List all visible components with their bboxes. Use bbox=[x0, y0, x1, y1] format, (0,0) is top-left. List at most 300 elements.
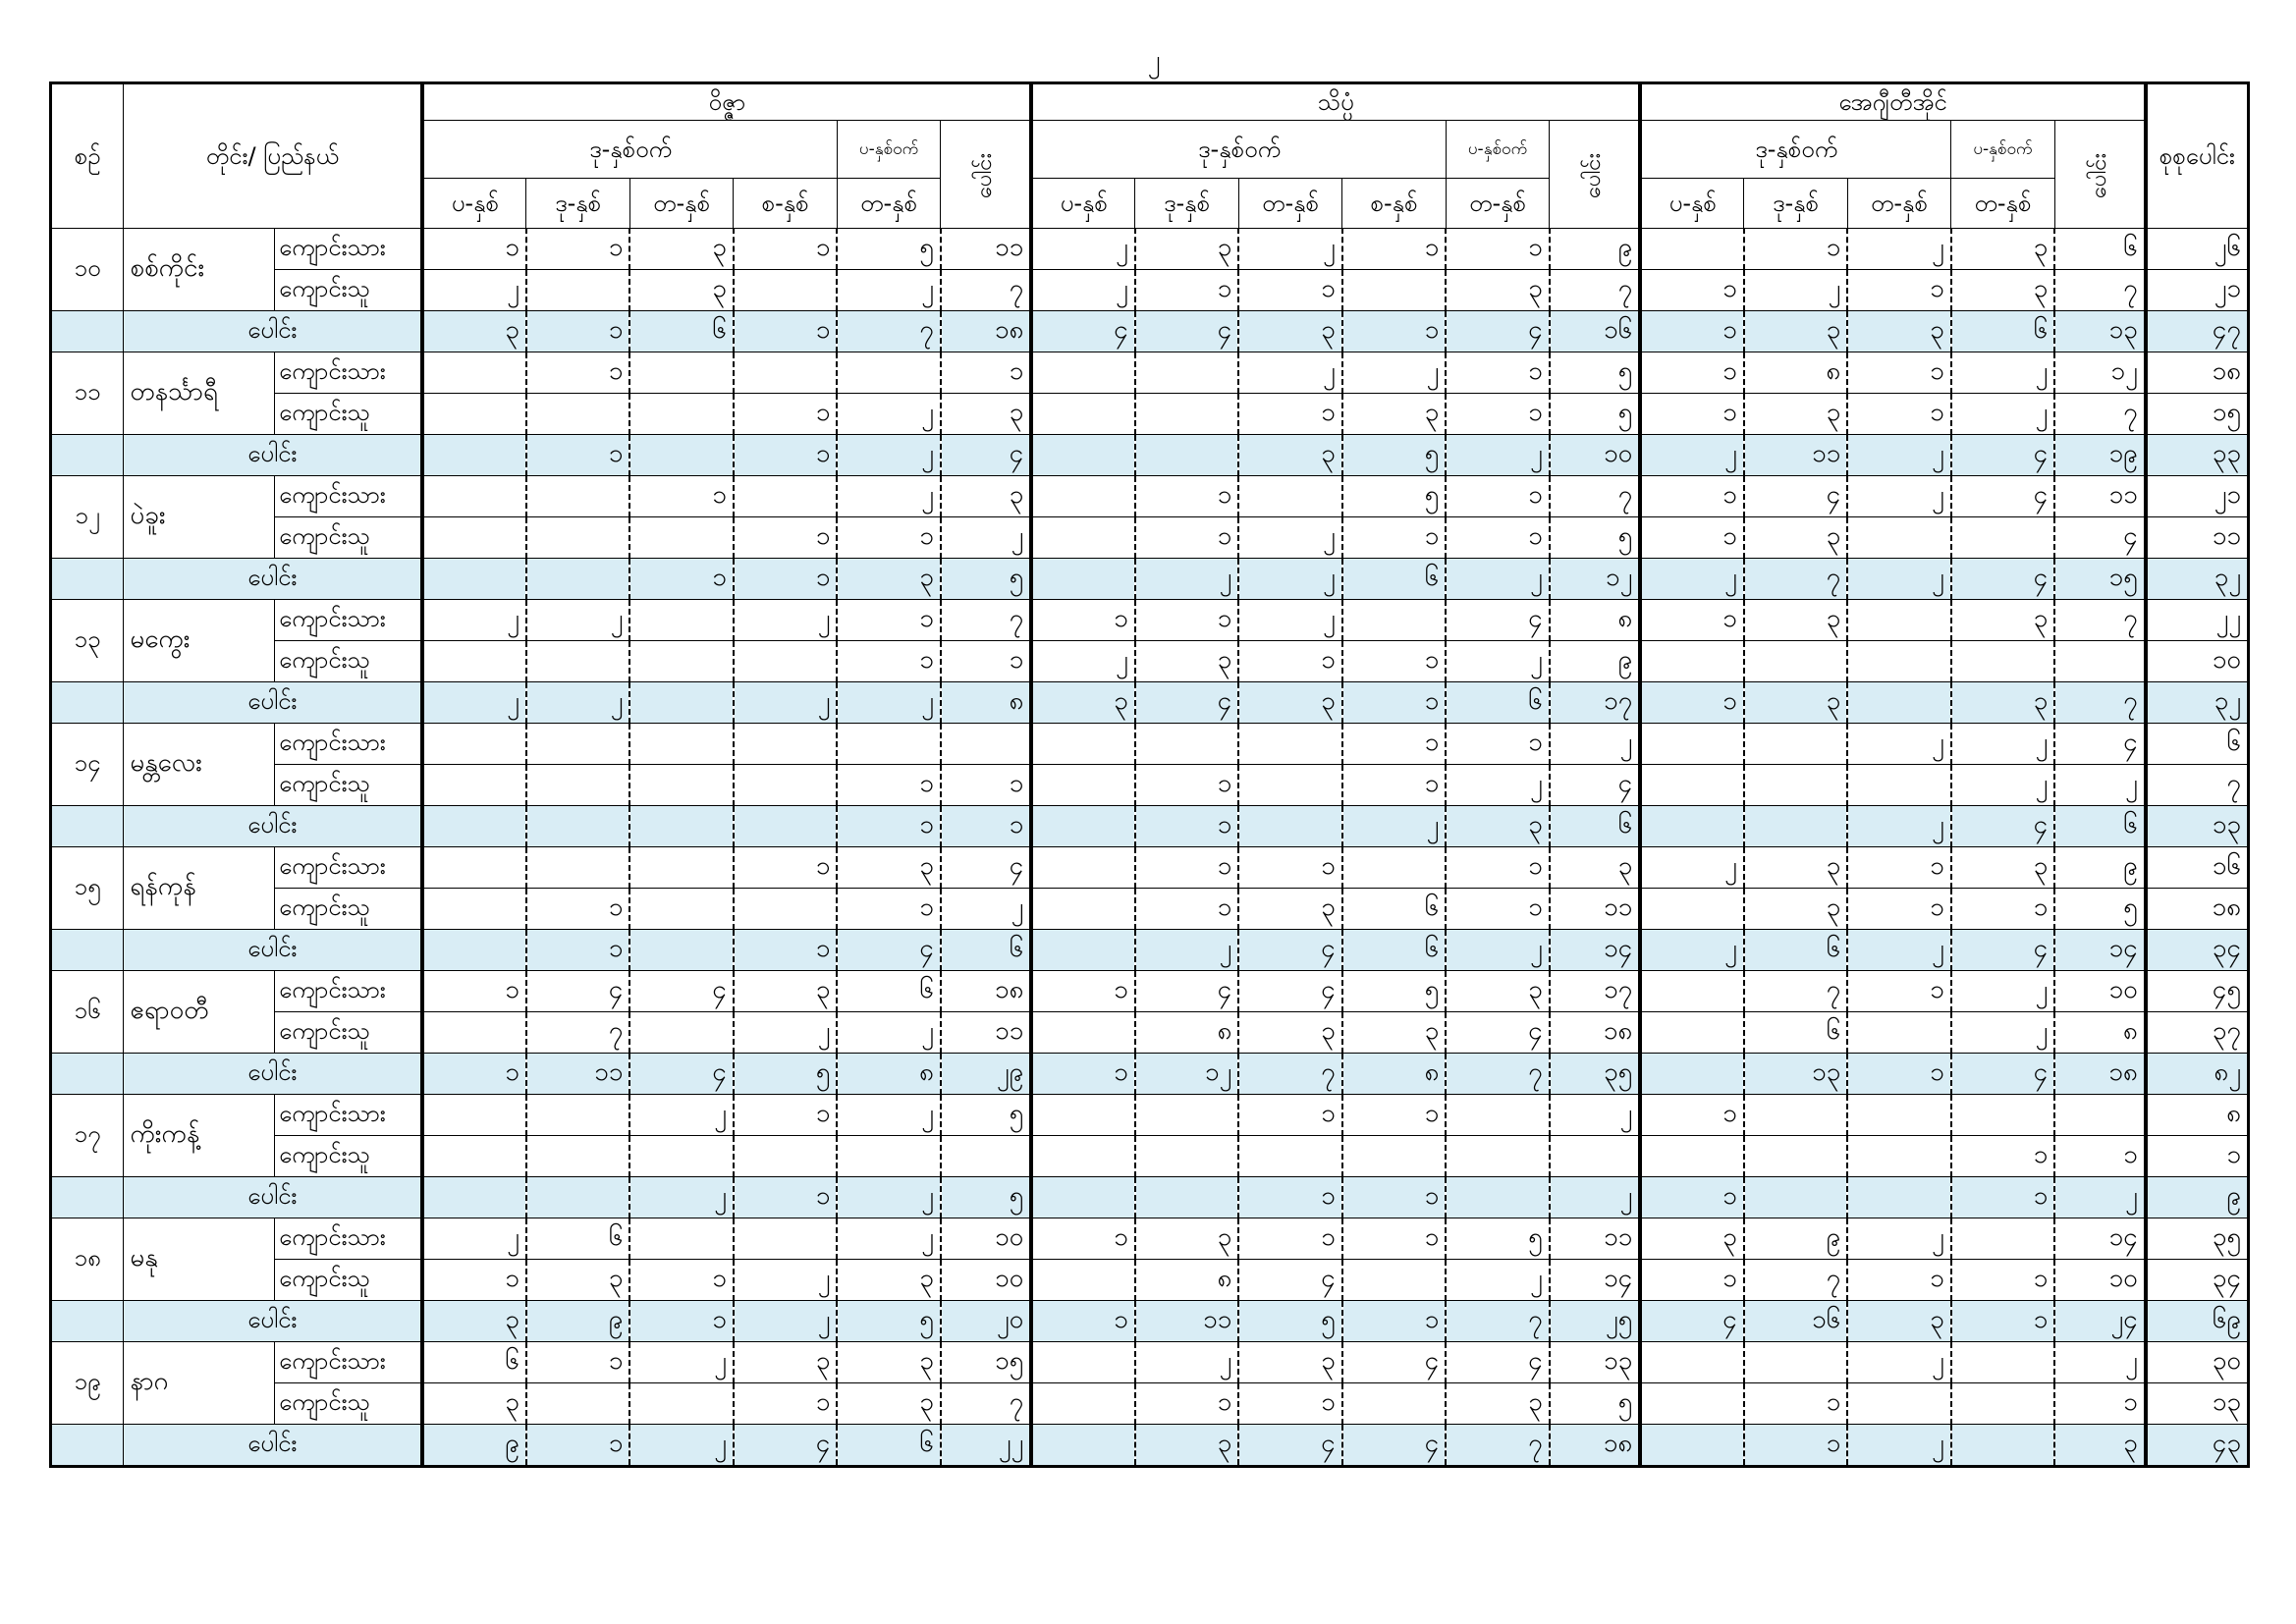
table-row bbox=[51, 889, 2249, 930]
total-cell: ၁၈ bbox=[941, 971, 1031, 1012]
total-cell: ၁၆ bbox=[1550, 311, 1640, 352]
count-cell: ၂ bbox=[1744, 270, 1848, 311]
total-cell: ၇ bbox=[2054, 270, 2145, 311]
count-cell: ၁ bbox=[1744, 1383, 1848, 1425]
count-cell: ၁၃ bbox=[1744, 1054, 1848, 1095]
count-cell: ၂ bbox=[629, 1177, 734, 1218]
year-header: ဒု-နှစ် bbox=[526, 179, 630, 229]
region-name: ကိုးကန့် bbox=[124, 1095, 275, 1177]
count-cell: ၂ bbox=[1238, 600, 1342, 641]
count-cell bbox=[422, 559, 526, 600]
count-cell bbox=[1951, 1425, 2055, 1467]
count-cell: ၂ bbox=[422, 682, 526, 724]
count-cell: ၁ bbox=[1342, 311, 1447, 352]
total-cell: ၂၉ bbox=[941, 1054, 1031, 1095]
region-name: တနင်္သာရီ bbox=[124, 352, 275, 435]
count-cell: ၂ bbox=[1951, 352, 2055, 394]
total-cell: ၃၇ bbox=[2146, 1012, 2249, 1054]
sum-row-label: ပေါင်း bbox=[124, 682, 423, 724]
count-cell bbox=[1031, 1383, 1135, 1425]
region-sum-row bbox=[51, 1177, 2249, 1218]
region-serial: ၁၉ bbox=[51, 1342, 124, 1425]
sum-serial-blank bbox=[51, 435, 124, 476]
total-cell: ၇ bbox=[941, 1383, 1031, 1425]
count-cell: ၇ bbox=[1446, 1054, 1550, 1095]
count-cell bbox=[422, 889, 526, 930]
count-cell: ၂ bbox=[1951, 724, 2055, 765]
total-cell: ၂၁ bbox=[2146, 476, 2249, 517]
count-cell: ၁ bbox=[1238, 394, 1342, 435]
count-cell bbox=[1031, 1095, 1135, 1136]
count-cell bbox=[1238, 765, 1342, 806]
count-cell: ၁ bbox=[1951, 1301, 2055, 1342]
count-cell bbox=[1847, 765, 1951, 806]
count-cell bbox=[734, 806, 838, 847]
count-cell: ၉ bbox=[526, 1301, 630, 1342]
table-row bbox=[51, 1383, 2249, 1425]
count-cell: ၅ bbox=[837, 229, 941, 270]
total-header-agti: ပေါင်း bbox=[2054, 121, 2145, 229]
sum-row-label: ပေါင်း bbox=[124, 311, 423, 352]
count-cell bbox=[1744, 1095, 1848, 1136]
count-cell bbox=[734, 765, 838, 806]
total-cell: ၁ bbox=[941, 641, 1031, 682]
count-cell: ၁ bbox=[1640, 600, 1744, 641]
total-cell: ၅ bbox=[1550, 394, 1640, 435]
second-half-header-arts: ဒု-နှစ်ဝက် bbox=[422, 121, 837, 179]
table-row bbox=[51, 352, 2249, 394]
count-cell: ၂ bbox=[1951, 1012, 2055, 1054]
count-cell: ၆ bbox=[1744, 1012, 1848, 1054]
count-cell bbox=[837, 1136, 941, 1177]
count-cell: ၃ bbox=[1238, 1012, 1342, 1054]
count-cell: ၄ bbox=[1135, 971, 1239, 1012]
count-cell: ၁ bbox=[734, 559, 838, 600]
count-cell: ၂ bbox=[1446, 641, 1550, 682]
count-cell: ၁ bbox=[1135, 847, 1239, 889]
table-row bbox=[51, 724, 2249, 765]
count-cell: ၃ bbox=[837, 1342, 941, 1383]
count-cell: ၂ bbox=[1238, 352, 1342, 394]
total-cell: ၃ bbox=[941, 476, 1031, 517]
count-cell: ၁ bbox=[526, 352, 630, 394]
count-cell: ၆ bbox=[837, 971, 941, 1012]
count-cell bbox=[629, 1012, 734, 1054]
count-cell: ၁ bbox=[1342, 229, 1447, 270]
count-cell: ၃ bbox=[422, 1383, 526, 1425]
count-cell bbox=[1238, 1136, 1342, 1177]
total-cell: ၉ bbox=[2146, 1177, 2249, 1218]
count-cell: ၄ bbox=[1640, 1301, 1744, 1342]
count-cell bbox=[526, 1136, 630, 1177]
count-cell: ၂ bbox=[422, 1218, 526, 1260]
sum-serial-blank bbox=[51, 311, 124, 352]
count-cell: ၂ bbox=[1847, 1342, 1951, 1383]
count-cell bbox=[1135, 394, 1239, 435]
count-cell: ၁ bbox=[734, 1177, 838, 1218]
count-cell bbox=[1031, 352, 1135, 394]
count-cell: ၁ bbox=[1847, 394, 1951, 435]
count-cell: ၂ bbox=[1847, 476, 1951, 517]
male-students-label: ကျောင်းသား bbox=[275, 1342, 423, 1383]
count-cell bbox=[1847, 600, 1951, 641]
sum-row-label: ပေါင်း bbox=[124, 1054, 423, 1095]
count-cell: ၁ bbox=[1951, 1136, 2055, 1177]
count-cell bbox=[629, 724, 734, 765]
count-cell bbox=[1031, 1177, 1135, 1218]
count-cell bbox=[629, 641, 734, 682]
total-cell: ၃၂ bbox=[2146, 559, 2249, 600]
count-cell: ၂ bbox=[1640, 559, 1744, 600]
male-students-label: ကျောင်းသား bbox=[275, 971, 423, 1012]
male-students-label: ကျောင်းသား bbox=[275, 1218, 423, 1260]
count-cell bbox=[1342, 600, 1447, 641]
sum-row-label: ပေါင်း bbox=[124, 806, 423, 847]
count-cell bbox=[422, 352, 526, 394]
count-cell: ၄ bbox=[1951, 476, 2055, 517]
count-cell: ၁ bbox=[837, 600, 941, 641]
count-cell bbox=[629, 765, 734, 806]
count-cell: ၄ bbox=[837, 930, 941, 971]
count-cell: ၁ bbox=[1847, 270, 1951, 311]
region-serial: ၁၀ bbox=[51, 229, 124, 311]
region-serial: ၁၁ bbox=[51, 352, 124, 435]
count-cell bbox=[526, 765, 630, 806]
female-students-label: ကျောင်းသူ bbox=[275, 765, 423, 806]
count-cell: ၄ bbox=[1342, 1342, 1447, 1383]
count-cell: ၃ bbox=[1135, 229, 1239, 270]
count-cell: ၂ bbox=[1847, 1425, 1951, 1467]
total-header-science: ပေါင်း bbox=[1550, 121, 1640, 229]
total-cell: ၁၀ bbox=[2146, 641, 2249, 682]
total-cell: ၁ bbox=[941, 765, 1031, 806]
count-cell bbox=[1342, 847, 1447, 889]
count-cell: ၂ bbox=[1847, 559, 1951, 600]
count-cell bbox=[1744, 724, 1848, 765]
count-cell: ၁ bbox=[1031, 600, 1135, 641]
count-cell: ၂ bbox=[1951, 971, 2055, 1012]
count-cell: ၃ bbox=[1744, 517, 1848, 559]
total-cell: ၃၄ bbox=[2146, 930, 2249, 971]
count-cell: ၃ bbox=[1446, 1383, 1550, 1425]
count-cell: ၈ bbox=[1744, 352, 1848, 394]
count-cell: ၁ bbox=[1640, 682, 1744, 724]
total-cell: ၃ bbox=[2054, 1425, 2145, 1467]
count-cell: ၂ bbox=[1640, 847, 1744, 889]
count-cell: ၁ bbox=[734, 229, 838, 270]
count-cell: ၁ bbox=[1135, 806, 1239, 847]
total-cell: ၂ bbox=[1550, 1177, 1640, 1218]
count-cell: ၄ bbox=[1446, 600, 1550, 641]
count-cell: ၂ bbox=[837, 1095, 941, 1136]
count-cell: ၁ bbox=[422, 1054, 526, 1095]
count-cell: ၃ bbox=[1135, 641, 1239, 682]
count-cell: ၁ bbox=[1640, 1177, 1744, 1218]
female-students-label: ကျောင်းသူ bbox=[275, 517, 423, 559]
total-cell: ၃ bbox=[941, 394, 1031, 435]
year-header: တ-နှစ် bbox=[629, 179, 734, 229]
count-cell: ၁ bbox=[526, 229, 630, 270]
year-header: တ-နှစ် bbox=[1446, 179, 1550, 229]
count-cell: ၁ bbox=[1951, 1177, 2055, 1218]
count-cell: ၁ bbox=[1640, 311, 1744, 352]
count-cell: ၃ bbox=[1238, 889, 1342, 930]
total-cell: ၃၂ bbox=[2146, 682, 2249, 724]
total-cell: ၁၈ bbox=[1550, 1425, 1640, 1467]
group-header-agti: အေဂျီတီအိုင် bbox=[1640, 83, 2145, 121]
count-cell: ၁ bbox=[1135, 765, 1239, 806]
count-cell: ၁ bbox=[1640, 1260, 1744, 1301]
count-cell bbox=[1031, 1425, 1135, 1467]
total-cell: ၇ bbox=[1550, 476, 1640, 517]
count-cell bbox=[837, 352, 941, 394]
count-cell: ၇ bbox=[837, 311, 941, 352]
count-cell bbox=[1640, 1383, 1744, 1425]
count-cell: ၁ bbox=[526, 889, 630, 930]
count-cell bbox=[1135, 435, 1239, 476]
count-cell bbox=[837, 724, 941, 765]
count-cell: ၁ bbox=[1446, 889, 1550, 930]
total-cell: ၁၁ bbox=[1550, 889, 1640, 930]
count-cell bbox=[1135, 352, 1239, 394]
count-cell bbox=[1951, 641, 2055, 682]
total-cell: ၂၆ bbox=[2146, 229, 2249, 270]
count-cell bbox=[422, 1136, 526, 1177]
count-cell: ၁ bbox=[837, 765, 941, 806]
count-cell bbox=[526, 641, 630, 682]
total-cell bbox=[2054, 641, 2145, 682]
count-cell: ၁ bbox=[1342, 1301, 1447, 1342]
count-cell: ၂ bbox=[1135, 559, 1239, 600]
count-cell: ၁ bbox=[837, 517, 941, 559]
total-cell: ၁၄ bbox=[1550, 1260, 1640, 1301]
count-cell: ၁ bbox=[1446, 517, 1550, 559]
count-cell: ၁ bbox=[1135, 517, 1239, 559]
region-name: နာဂ bbox=[124, 1342, 275, 1425]
male-students-label: ကျောင်းသား bbox=[275, 229, 423, 270]
total-cell: ၁၅ bbox=[941, 1342, 1031, 1383]
count-cell bbox=[629, 930, 734, 971]
region-serial: ၁၄ bbox=[51, 724, 124, 806]
total-cell: ၄၇ bbox=[2146, 311, 2249, 352]
count-cell: ၃ bbox=[526, 1260, 630, 1301]
count-cell: ၁ bbox=[734, 435, 838, 476]
total-cell: ၁၄ bbox=[1550, 930, 1640, 971]
male-students-label: ကျောင်းသား bbox=[275, 724, 423, 765]
count-cell: ၆ bbox=[1744, 930, 1848, 971]
count-cell bbox=[1031, 806, 1135, 847]
count-cell: ၂ bbox=[734, 682, 838, 724]
sum-serial-blank bbox=[51, 1301, 124, 1342]
count-cell: ၁ bbox=[1031, 1301, 1135, 1342]
count-cell bbox=[422, 1012, 526, 1054]
count-cell: ၆ bbox=[1446, 682, 1550, 724]
total-cell: ၆၉ bbox=[2146, 1301, 2249, 1342]
total-cell: ၁၃ bbox=[2054, 311, 2145, 352]
count-cell: ၃ bbox=[1446, 806, 1550, 847]
table-row bbox=[51, 847, 2249, 889]
count-cell bbox=[1951, 1218, 2055, 1260]
count-cell: ၁ bbox=[1031, 1218, 1135, 1260]
count-cell: ၄ bbox=[1951, 435, 2055, 476]
count-cell: ၂ bbox=[1640, 930, 1744, 971]
count-cell: ၁ bbox=[734, 1095, 838, 1136]
count-cell bbox=[422, 1095, 526, 1136]
count-cell: ၃ bbox=[1951, 847, 2055, 889]
count-cell: ၃ bbox=[734, 971, 838, 1012]
count-cell: ၄ bbox=[1446, 1012, 1550, 1054]
first-half-header-arts: ပ-နှစ်ဝက် bbox=[837, 121, 941, 179]
region-name: မနု bbox=[124, 1218, 275, 1301]
total-cell: ၁၅ bbox=[2054, 559, 2145, 600]
total-cell: ၃၄ bbox=[2146, 1260, 2249, 1301]
count-cell bbox=[1951, 1095, 2055, 1136]
total-cell: ၁၈ bbox=[2146, 352, 2249, 394]
count-cell: ၃ bbox=[1135, 1425, 1239, 1467]
count-cell bbox=[629, 847, 734, 889]
table-row bbox=[51, 641, 2249, 682]
count-cell: ၂ bbox=[837, 394, 941, 435]
count-cell: ၃ bbox=[837, 1260, 941, 1301]
count-cell: ၄ bbox=[1238, 930, 1342, 971]
count-cell: ၇ bbox=[526, 1012, 630, 1054]
count-cell bbox=[1031, 559, 1135, 600]
region-sum-row bbox=[51, 559, 2249, 600]
count-cell: ၂ bbox=[1951, 765, 2055, 806]
year-header: တ-နှစ် bbox=[1238, 179, 1342, 229]
count-cell: ၂ bbox=[1847, 930, 1951, 971]
count-cell: ၇ bbox=[1744, 559, 1848, 600]
count-cell: ၁ bbox=[1640, 394, 1744, 435]
count-cell: ၄ bbox=[1238, 1425, 1342, 1467]
total-cell: ၁၃ bbox=[1550, 1342, 1640, 1383]
count-cell: ၁ bbox=[837, 889, 941, 930]
count-cell bbox=[1238, 806, 1342, 847]
count-cell: ၁ bbox=[1238, 270, 1342, 311]
count-cell: ၄ bbox=[1951, 1054, 2055, 1095]
count-cell: ၁ bbox=[1342, 1177, 1447, 1218]
count-cell: ၁ bbox=[1640, 270, 1744, 311]
count-cell bbox=[1744, 806, 1848, 847]
total-cell: ၈ bbox=[2146, 1095, 2249, 1136]
total-cell: ၁ bbox=[941, 806, 1031, 847]
count-cell bbox=[629, 1383, 734, 1425]
count-cell: ၄ bbox=[1446, 1342, 1550, 1383]
year-header: ပ-နှစ် bbox=[1640, 179, 1744, 229]
count-cell: ၁ bbox=[1135, 600, 1239, 641]
count-cell: ၁ bbox=[734, 930, 838, 971]
total-cell: ၁၄ bbox=[2054, 930, 2145, 971]
total-cell: ၁၁ bbox=[1550, 1218, 1640, 1260]
count-cell: ၆ bbox=[526, 1218, 630, 1260]
total-cell: ၁၈ bbox=[2146, 889, 2249, 930]
count-cell: ၁ bbox=[1446, 847, 1550, 889]
total-cell: ၄ bbox=[941, 435, 1031, 476]
count-cell: ၁ bbox=[837, 641, 941, 682]
count-cell: ၃ bbox=[734, 1342, 838, 1383]
total-cell bbox=[941, 724, 1031, 765]
total-cell: ၇ bbox=[2054, 600, 2145, 641]
count-cell: ၂ bbox=[1238, 559, 1342, 600]
count-cell: ၅ bbox=[1446, 1218, 1550, 1260]
count-cell: ၆ bbox=[1342, 930, 1447, 971]
count-cell: ၁ bbox=[526, 435, 630, 476]
count-cell: ၃ bbox=[1031, 682, 1135, 724]
count-cell: ၃ bbox=[1446, 270, 1550, 311]
count-cell: ၃ bbox=[1744, 394, 1848, 435]
total-cell: ၄ bbox=[2054, 724, 2145, 765]
count-cell bbox=[629, 517, 734, 559]
region-serial: ၁၈ bbox=[51, 1218, 124, 1301]
total-cell: ၅ bbox=[941, 1095, 1031, 1136]
count-cell bbox=[526, 1383, 630, 1425]
count-cell: ၁၂ bbox=[1135, 1054, 1239, 1095]
count-cell: ၃ bbox=[1238, 435, 1342, 476]
region-sum-row bbox=[51, 311, 2249, 352]
total-cell bbox=[1550, 1136, 1640, 1177]
total-cell: ၆ bbox=[2054, 229, 2145, 270]
count-cell: ၂ bbox=[629, 1342, 734, 1383]
total-cell: ၁၇ bbox=[1550, 682, 1640, 724]
male-students-label: ကျောင်းသား bbox=[275, 600, 423, 641]
count-cell: ၂ bbox=[1847, 1218, 1951, 1260]
count-cell bbox=[526, 559, 630, 600]
female-students-label: ကျောင်းသူ bbox=[275, 1383, 423, 1425]
count-cell bbox=[1640, 1136, 1744, 1177]
count-cell: ၃ bbox=[1135, 1218, 1239, 1260]
count-cell: ၁ bbox=[1640, 517, 1744, 559]
count-cell bbox=[629, 394, 734, 435]
first-half-header-agti: ပ-နှစ်ဝက် bbox=[1951, 121, 2055, 179]
region-sum-row bbox=[51, 1301, 2249, 1342]
count-cell: ၅ bbox=[734, 1054, 838, 1095]
table-row bbox=[51, 1260, 2249, 1301]
count-cell: ၁၁ bbox=[526, 1054, 630, 1095]
count-cell: ၁ bbox=[837, 806, 941, 847]
count-cell: ၁ bbox=[734, 847, 838, 889]
count-cell bbox=[629, 600, 734, 641]
table-row bbox=[51, 229, 2249, 270]
count-cell: ၁ bbox=[734, 311, 838, 352]
count-cell: ၂ bbox=[1031, 270, 1135, 311]
total-cell: ၅ bbox=[941, 559, 1031, 600]
total-cell: ၁၀ bbox=[1550, 435, 1640, 476]
count-cell: ၁ bbox=[526, 930, 630, 971]
count-cell: ၃ bbox=[1238, 682, 1342, 724]
count-cell: ၄ bbox=[1135, 311, 1239, 352]
count-cell: ၂ bbox=[837, 270, 941, 311]
table-row bbox=[51, 517, 2249, 559]
count-cell: ၃ bbox=[1744, 847, 1848, 889]
total-cell: ၈ bbox=[1550, 600, 1640, 641]
total-cell: ၁၁ bbox=[941, 229, 1031, 270]
total-cell: ၁၀ bbox=[941, 1218, 1031, 1260]
sum-row-label: ပေါင်း bbox=[124, 1301, 423, 1342]
count-cell bbox=[526, 394, 630, 435]
total-cell: ၁၉ bbox=[2054, 435, 2145, 476]
male-students-label: ကျောင်းသား bbox=[275, 352, 423, 394]
count-cell: ၅ bbox=[1238, 1301, 1342, 1342]
female-students-label: ကျောင်းသူ bbox=[275, 1012, 423, 1054]
female-students-label: ကျောင်းသူ bbox=[275, 1260, 423, 1301]
count-cell bbox=[422, 806, 526, 847]
total-cell: ၆ bbox=[2054, 806, 2145, 847]
count-cell bbox=[1342, 1383, 1447, 1425]
count-cell: ၁ bbox=[1847, 1260, 1951, 1301]
count-cell: ၆ bbox=[422, 1342, 526, 1383]
count-cell: ၂ bbox=[1342, 352, 1447, 394]
count-cell bbox=[1744, 765, 1848, 806]
